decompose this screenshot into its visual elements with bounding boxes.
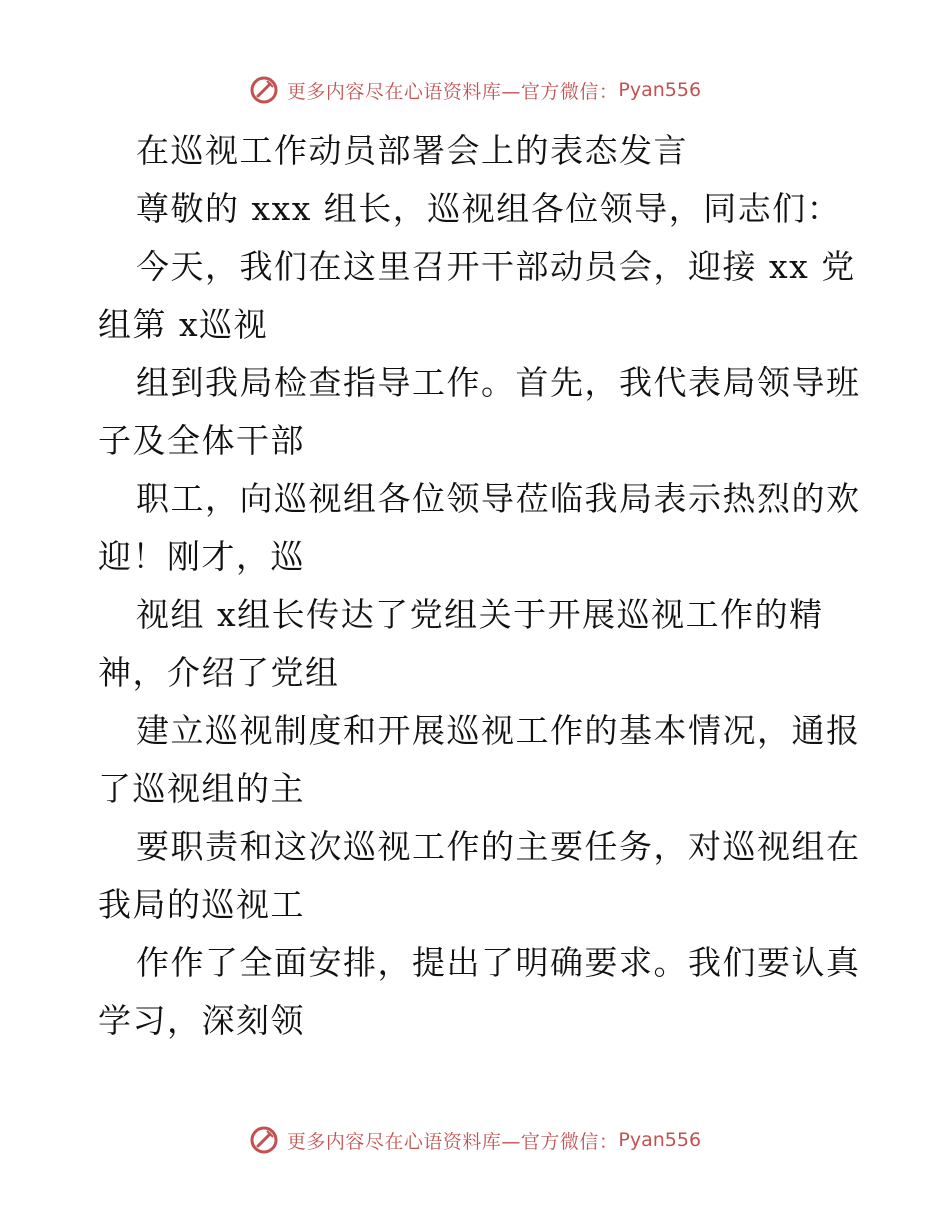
body-line: 视组 x组长传达了党组关于开展巡视工作的精 xyxy=(136,595,824,634)
body-line: 要职责和这次巡视工作的主要任务，对巡视组在 xyxy=(136,827,861,866)
body-line: 建立巡视制度和开展巡视工作的基本情况，通报 xyxy=(136,711,861,750)
brush-logo-icon xyxy=(249,1125,279,1155)
watermark-wechat-id: Pyan556 xyxy=(618,79,702,101)
body-line: 今天，我们在这里召开干部动员会，迎接 xx 党 xyxy=(136,247,856,286)
watermark-wechat-id: Pyan556 xyxy=(618,1129,702,1151)
document-title: 在巡视工作动员部署会上的表态发言 xyxy=(136,131,688,170)
body-line: 了巡视组的主 xyxy=(98,769,305,808)
brush-logo-icon xyxy=(249,75,279,105)
body-line: 组第 x巡视 xyxy=(98,305,269,344)
footer-watermark xyxy=(0,1120,950,1160)
body-line: 神，介绍了党组 xyxy=(98,653,340,692)
body-line: 职工，向巡视组各位领导莅临我局表示热烈的欢 xyxy=(136,479,861,518)
watermark-text: 更多内容尽在心语资料库—官方微信： xyxy=(286,80,619,103)
body-line: 作作了全面安排，提出了明确要求。我们要认真 xyxy=(136,943,861,982)
body-line: 学习，深刻领 xyxy=(98,1001,305,1040)
body-line: 组到我局检查指导工作。首先，我代表局领导班 xyxy=(136,363,861,402)
header-watermark xyxy=(0,70,950,110)
body-line: 子及全体干部 xyxy=(98,421,305,460)
document-body xyxy=(98,122,861,1050)
body-line: 迎！刚才，巡 xyxy=(98,537,305,576)
watermark-text: 更多内容尽在心语资料库—官方微信： xyxy=(286,1130,619,1153)
salutation: 尊敬的 xxx 组长，巡视组各位领导，同志们： xyxy=(136,189,842,228)
body-line: 我局的巡视工 xyxy=(98,885,305,924)
